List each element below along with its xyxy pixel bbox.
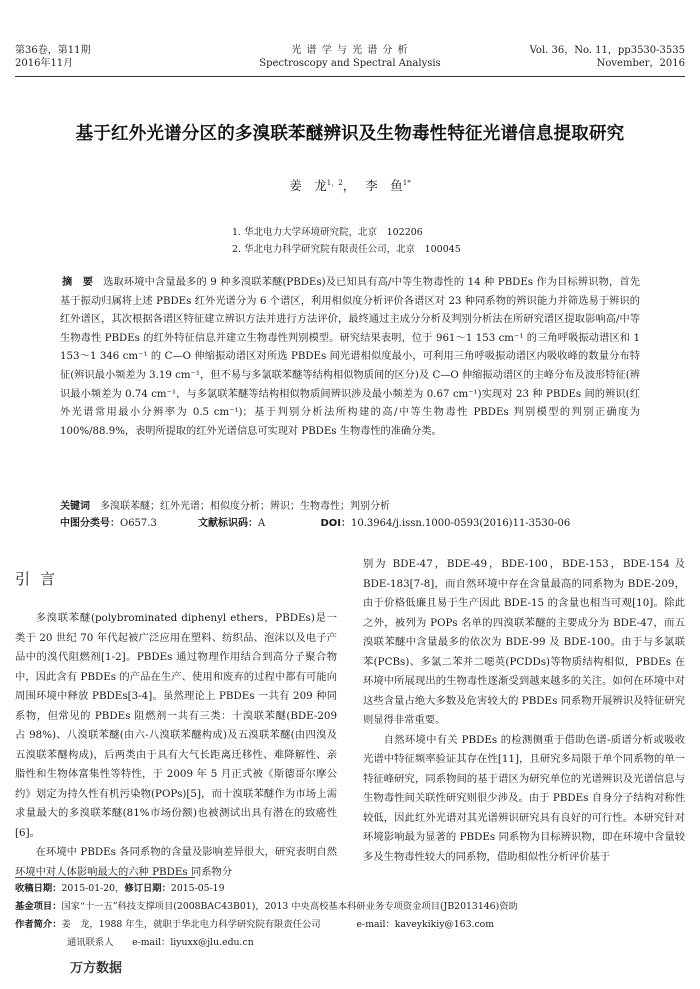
body-paragraph: 自然环境中有关 PBDEs 的检测侧重于借助色谱-质谱分析或吸收光谱中特征频率验证其存在性[11]，且研究多局限于单个同系物的单一特征峰研究，同系物间的基于谱区为研究单位的光谱辨识及光谱信息与生物毒性间关联性研究则很少涉及。由于 PBDEs 自身分子结构对称性较低，因此红外光谱对其光谱辨识研究具有良好的可行性。本研究针对环境影响最为显著的 PBDEs 同系物为目标辨识物，即在环境中含量较多及生物毒性较大的同系物，借助相似性分析评价基于	[363, 733, 685, 863]
abstract	[60, 274, 640, 441]
abstract-label: 摘 要	[62, 277, 94, 288]
publication-date-cn: 2016年11月	[15, 58, 74, 69]
body-paragraph: 在环境中 PBDEs 各同系物的含量及影响差异很大，研究表明自然环境中对人体影响最大的六种 PBDEs 同系物分	[15, 846, 337, 878]
body-left-column	[15, 609, 337, 882]
paper-title: 基于红外光谱分区的多溴联苯醚辨识及生物毒性特征光谱信息提取研究	[75, 124, 625, 144]
abstract-text: 选取环境中含量最多的 9 种多溴联苯醚(PBDEs)及已知具有高/中等生物毒性的 14 种 PBDEs 作为目标辨识物，首先基于振动归属将上述 PBDEs 红外光谱分为 6 个谱区，利用相似度分析评价各谱区对 23 种同系物的辨识能力并筛选易于辨识的红外谱区，其次根据各谱区特征建立辨识方法并进行方法评价，最终通过主成分分析及判别分析法在所研究谱区提取影响高/中等生物毒性 PBDEs 的红外特征信息并建立生物毒性判别模型。研究结果表明，位于 961～1 153 cm⁻¹ 的三角呼吸振动谱区和 1 153～1 346 cm⁻¹ 的 C—O 伸缩振动谱区对所选 PBDEs 间光谱相似度最小，可利用三角呼吸振动谱区内吸收峰的数量分布特征(辨识最小频差为 3.19 cm⁻¹，但不易与多氯联苯醚等结构相似物质间的区分)及 C—O 伸缩振动谱区的主峰分布及波形特征(辨识最小频差为 0.74 cm⁻¹，与多氯联苯醚等结构相似物质间辨识涉及最小频差为 0.67 cm⁻¹)实现对 23 种 PBDEs 间的辨识(红外光谱常用最小分辨率为 0.5 cm⁻¹)；基于判别分析法所构建的高/中等生物毒性 PBDEs 判别模型的判别正确度为 100%/88.9%，表明所提取的红外光谱信息可实现对 PBDEs 生物毒性的准确分类。	[60, 277, 640, 437]
keywords-text: 多溴联苯醚；红外光谱；相似度分析；辨识；生物毒性；判别分析	[100, 501, 390, 512]
author-line	[0, 176, 700, 194]
footnote-fund	[15, 898, 685, 916]
revised-date: 2015-05-19	[170, 883, 225, 894]
author-affil-mark: 1，2	[326, 178, 343, 187]
header-rule	[15, 76, 685, 77]
section-heading: 引言	[15, 570, 66, 588]
bio-text: 姜 龙，1988 年生，就职于华北电力科学研究院有限责任公司	[61, 919, 321, 930]
received-date: 2015-01-20，	[61, 883, 125, 894]
footnote-bio	[15, 916, 685, 934]
author-name: 李 鱼	[365, 178, 403, 193]
journal-name-en: Spectroscopy and Spectral Analysis	[259, 58, 441, 69]
author-name: 姜 龙	[289, 178, 327, 193]
clc-value: O657.3	[120, 518, 157, 529]
volume-issue-line: 第36卷，第11期	[15, 45, 91, 56]
publication-date-en: November，2016	[596, 58, 685, 69]
keywords-label: 关键词	[60, 501, 90, 512]
bio-label: 作者简介：	[15, 919, 62, 930]
affiliation: 2. 华北电力科学研究院有限责任公司，北京 100045	[232, 244, 461, 255]
vol-pages-line: Vol. 36，No. 11，pp3530-3535	[529, 45, 685, 56]
footnote-rule	[15, 877, 195, 878]
watermark-logo: 万方数据	[70, 961, 123, 976]
doc-code-label: 文献标识码：	[198, 518, 259, 529]
author-separator: ，	[342, 178, 356, 193]
doi-value: 10.3964/j.issn.1000-0593(2016)11-3530-06	[350, 518, 571, 529]
fund-label: 基金项目：	[15, 901, 62, 912]
received-label: 收稿日期：	[15, 883, 62, 894]
doi-label: DOI：	[320, 518, 351, 529]
bio-email: e-mail：kaveykikiy@163.com	[356, 919, 495, 930]
journal-name-cn: 光 谱 学 与 光 谱 分 析	[291, 45, 409, 56]
revised-label: 修订日期：	[124, 883, 171, 894]
author-affil-mark: 1*	[402, 178, 411, 187]
body-paragraph: 多溴联苯醚(polybrominated diphenyl ethers，PBDEs)是一类于 20 世纪 70 年代起被广泛应用在塑料、纺织品、泡沫以及电子产品中的溴代阻燃剂[1-2]。PBDEs 通过物理作用结合到高分子聚合物中，因此含有 PBDEs 的产品在生产、使用和废弃的过程中都有可能向周围环境中释放 PBDEs[3-4]。虽然理论上 PBDEs 一共有 209 种同系物，但常见的 PBDEs 阻燃剂一共有三类：十溴联苯醚(BDE-209 占 98%)、八溴联苯醚(由六-八溴联苯醚构成)及五溴联苯醚(由四溴及五溴联苯醚构成)，后两类由于具有大气长距离迁移性、难降解性、亲脂性和生物体富集性等特性，于 2009 年 5 月正式被《斯德哥尔摩公约》划定为持久性有机污染物(POPs)[5]，而十溴联苯醚作为市场上需求量最大的多溴联苯醚(81%市场份额)也被测试出具有潜在的致癌性[6]。	[15, 612, 337, 839]
journal-pages	[530, 44, 685, 70]
clc-label: 中图分类号：	[60, 518, 120, 529]
doc-code-value: A	[258, 518, 266, 529]
footnote-corresponding: 通讯联系人 e-mail：liyuxx@jlu.edu.cn	[67, 937, 254, 948]
body-paragraph: 别为 BDE-47，BDE-49，BDE-100，BDE-153，BDE-154 及 BDE-183[7-8]，而自然环境中存在含量最高的同系物为 BDE-209，由于价格低廉且易于生产因此 BDE-15 的含量也相当可观[10]。除此之外，被列为 POPs 名单的四溴联苯醚的主要成分为 BDE-47，而五溴联苯醚中含量最多的依次为 BDE-99 及 BDE-100。由于与多氯联苯(PCBs)、多氯二苯并二噁英(PCDDs)等物质结构相似，PBDEs 在环境中所展现出的生物毒性逐渐受到越来越多的关注。如何在环境中对这些含量占绝大多数及危害较大的 PBDEs 同系物开展辨识及特征研究则显得非常重要。	[363, 558, 685, 726]
footnote-dates	[15, 880, 685, 898]
keywords	[60, 499, 640, 515]
body-right-column	[363, 555, 685, 867]
affiliation: 1. 华北电力大学环境研究院，北京 102206	[232, 227, 423, 238]
fund-text: 国家“十一五”科技支撑项目(2008BAC43B01)，2013 中央高校基本科研业务专项资金项目(JB2013146)资助	[61, 901, 518, 912]
classification-line	[60, 516, 640, 532]
